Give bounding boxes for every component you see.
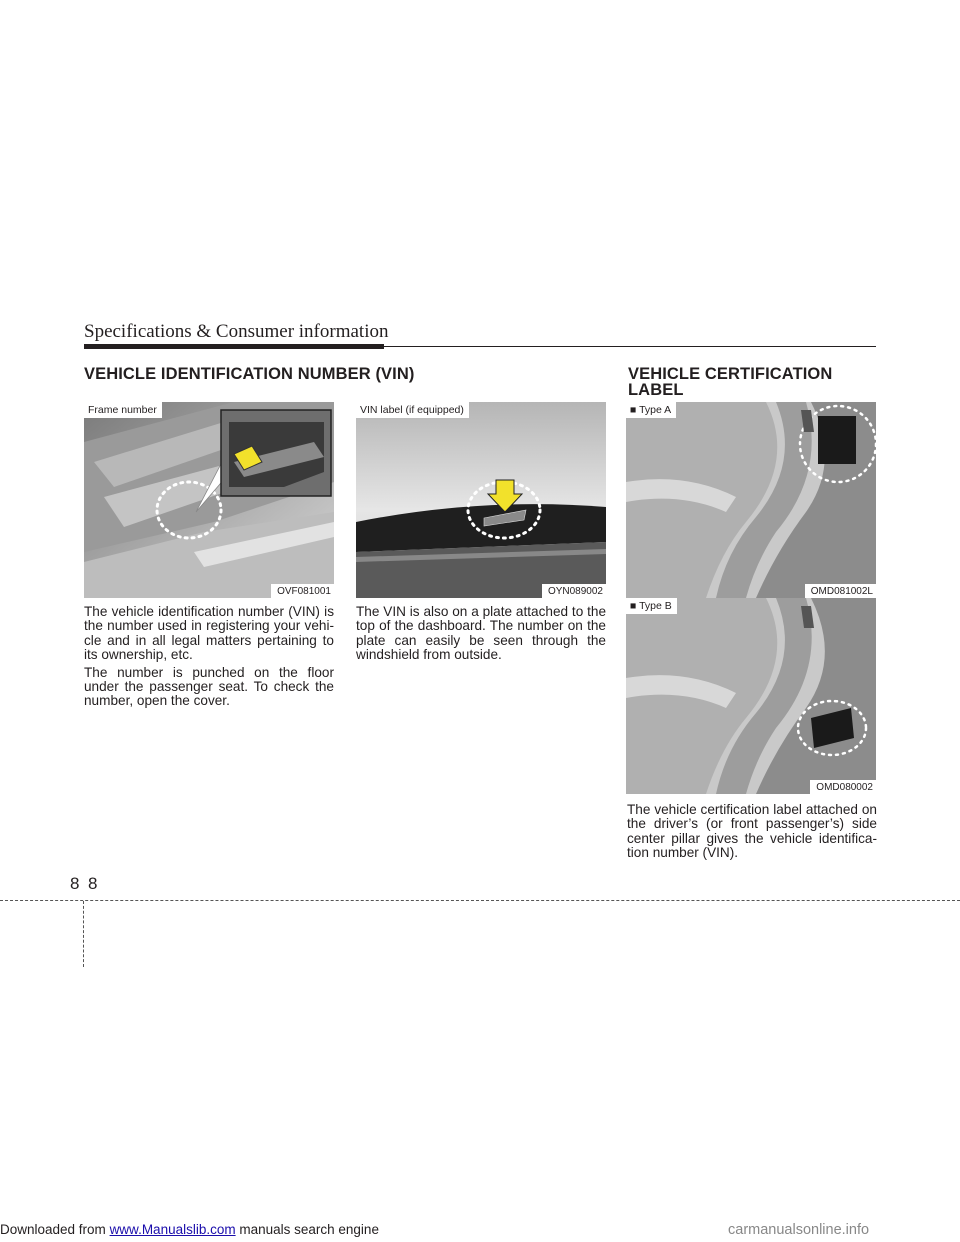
chapter-number: 8: [70, 874, 80, 893]
figure-code: OYN089002: [542, 584, 606, 598]
type-b-label: ■ Type B: [626, 598, 677, 614]
floor-illustration: [84, 402, 334, 598]
vin-column-2-text: [356, 605, 606, 666]
figure-code: OVF081001: [271, 584, 334, 598]
vin-label-caption: VIN label (if equipped): [356, 402, 469, 418]
footer-divider: [83, 901, 84, 967]
pillar-type-a-illustration: [626, 402, 876, 598]
vin-paragraph: The number is punched on the floor under the passenger seat. To check the number, open the cover.: [84, 664, 334, 709]
vin-column-1-text: [84, 605, 334, 712]
frame-number-label: Frame number: [84, 402, 162, 418]
figure-code: OMD080002: [810, 780, 876, 794]
type-a-label: ■ Type A: [626, 402, 676, 418]
chapter-title: Specifications & Consumer information: [84, 321, 389, 342]
certification-heading: VEHICLE CERTIFICATION LABEL: [628, 365, 833, 399]
banner-suffix: manuals search engine: [235, 1222, 379, 1237]
vin-paragraph: The VIN is also on a plate attached to the top of the dashboard. The number on the plate can easily be seen through the windshield from outside.: [356, 604, 606, 663]
header-rule: [84, 344, 876, 348]
dashboard-illustration: [356, 402, 606, 598]
pillar-type-b-illustration: [626, 598, 876, 794]
manualslib-link[interactable]: www.Manualslib.com: [109, 1222, 236, 1237]
download-banner: [0, 1222, 379, 1237]
certification-paragraph: The vehicle certification label attached on the driver’s (or front passenger’s) side center pillar gives the vehicle identifica-tion number (VIN).: [627, 802, 877, 861]
banner-prefix: Downloaded from: [0, 1222, 110, 1237]
type-b-figure: [626, 598, 876, 794]
watermark: carmanualsonline.info: [728, 1222, 870, 1238]
type-a-figure: [626, 402, 876, 598]
footer-rule: [0, 900, 960, 901]
vin-heading: VEHICLE IDENTIFICATION NUMBER (VIN): [84, 365, 415, 383]
certification-text: [627, 803, 877, 864]
frame-number-figure: [84, 402, 334, 598]
vin-label-figure: [356, 402, 606, 598]
page-number: 8: [88, 874, 98, 893]
vin-paragraph: The vehicle identification number (VIN) is the number used in registering your vehi-cle and in all legal matters pertaining to its ownership, etc.: [84, 604, 334, 663]
figure-code: OMD081002L: [805, 584, 876, 598]
